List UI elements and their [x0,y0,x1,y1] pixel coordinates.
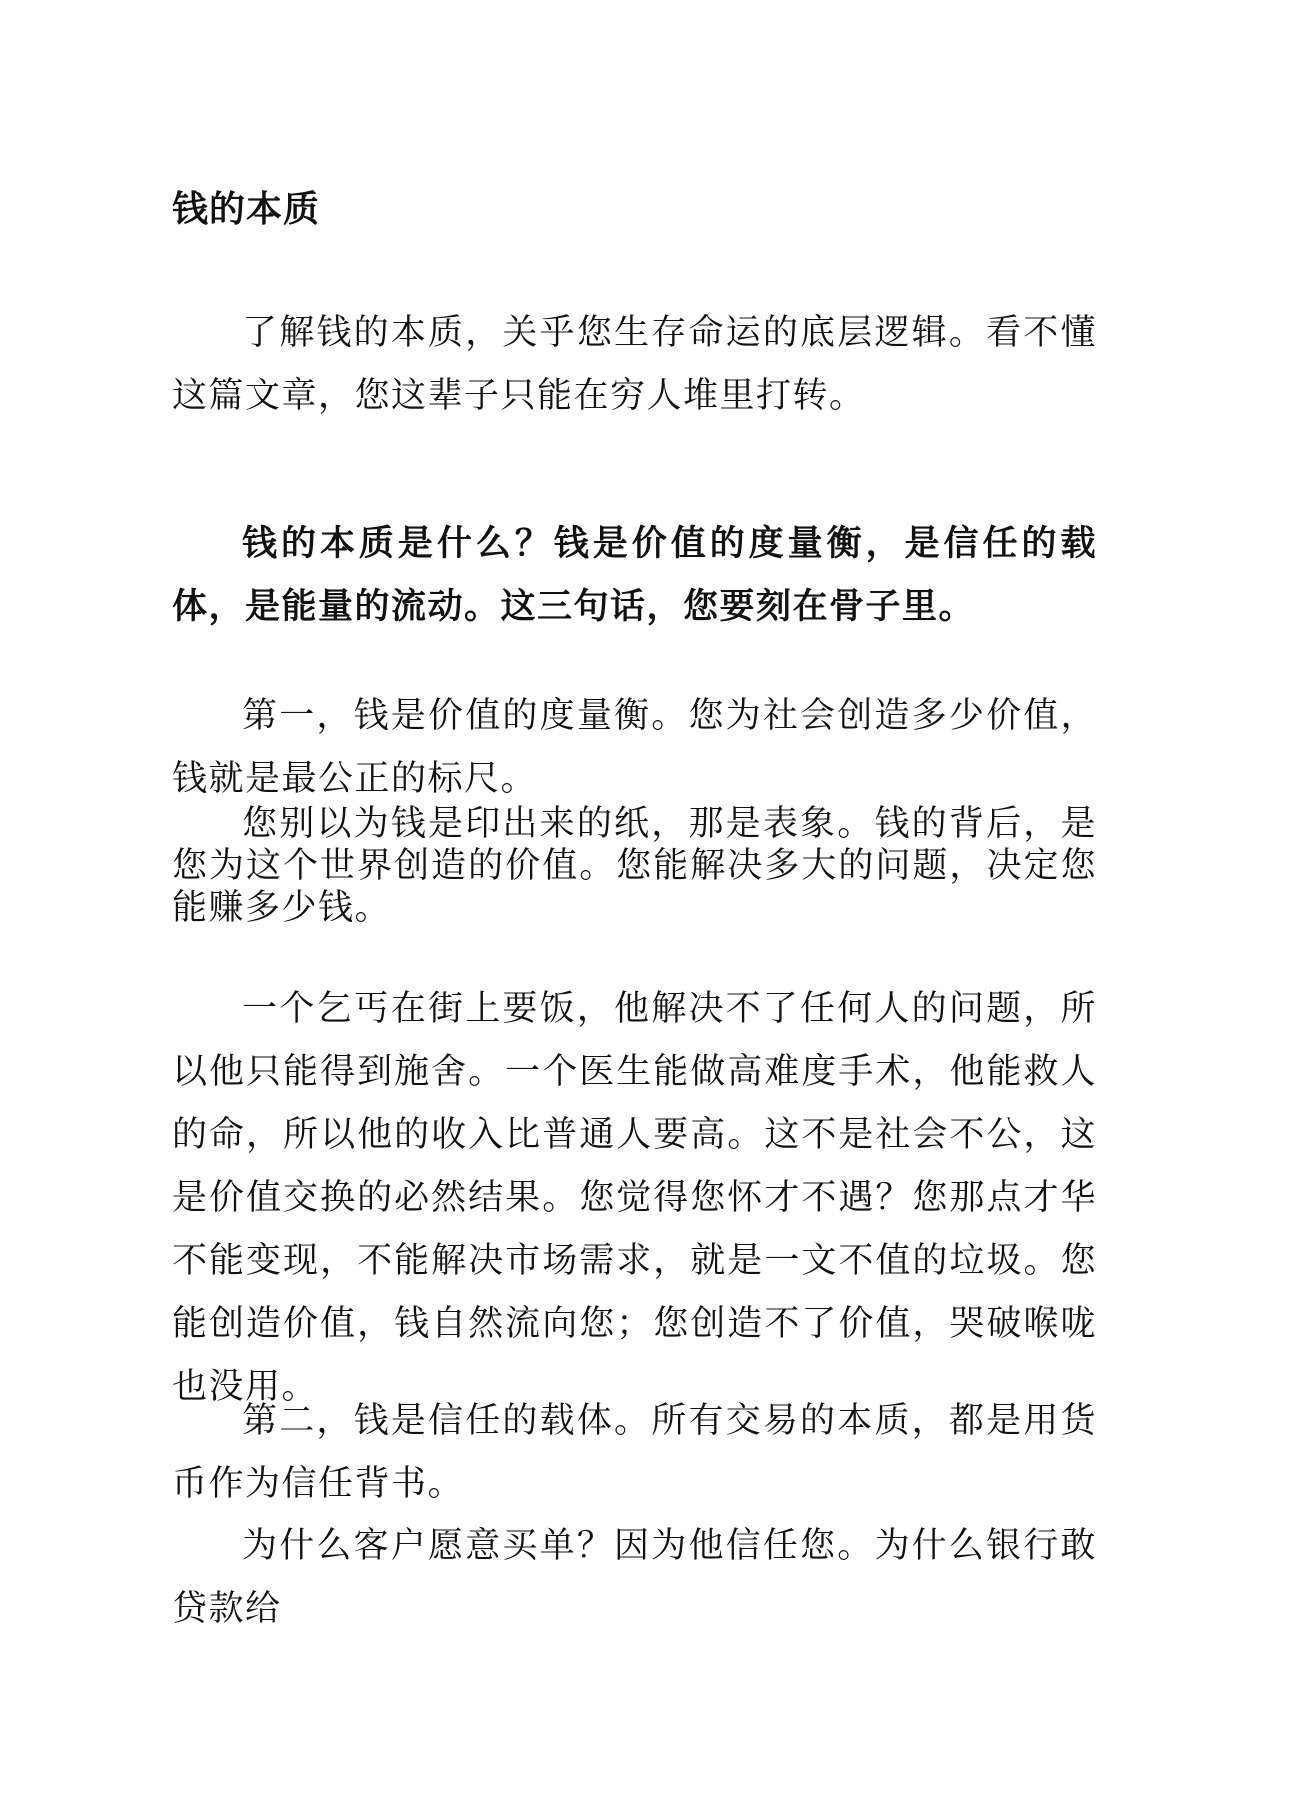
paragraph-intro: 了解钱的本质，关乎您生存命运的底层逻辑。看不懂这篇文章，您这辈子只能在穷人堆里打转。 [172,313,1097,416]
paragraph-point-one-detail: 您别以为钱是印出来的纸，那是表象。钱的背后，是您为这个世界创造的价值。您能解决多大的问题，决定您能赚多少钱。 [172,804,1097,928]
paragraph-point-two-detail: 为什么客户愿意买单？因为他信任您。为什么银行敢贷款给 [172,1526,1097,1629]
paragraph-example: 一个乞丐在街上要饭，他解决不了任何人的问题，所以他只能得到施舍。一个医生能做高难度手术，他能救人的命，所以他的收入比普通人要高。这不是社会不公，这是价值交换的必然结果。您觉得您怀才不遇？您那点才华不能变现，不能解决市场需求，就是一文不值的垃圾。您能创造价值，钱自然流向您；您创造不了价值，哭破喉咙也没用。 [172,989,1097,1407]
paragraph-point-one: 第一，钱是价值的度量衡。您为社会创造多少价值，钱就是最公正的标尺。 [172,696,1097,799]
paragraph-key-thesis: 钱的本质是什么？钱是价值的度量衡，是信任的载体，是能量的流动。这三句话，您要刻在骨子里。 [172,523,1097,627]
paragraph-point-two: 第二，钱是信任的载体。所有交易的本质，都是用货币作为信任背书。 [172,1401,1097,1504]
document-title: 钱的本质 [172,188,321,230]
